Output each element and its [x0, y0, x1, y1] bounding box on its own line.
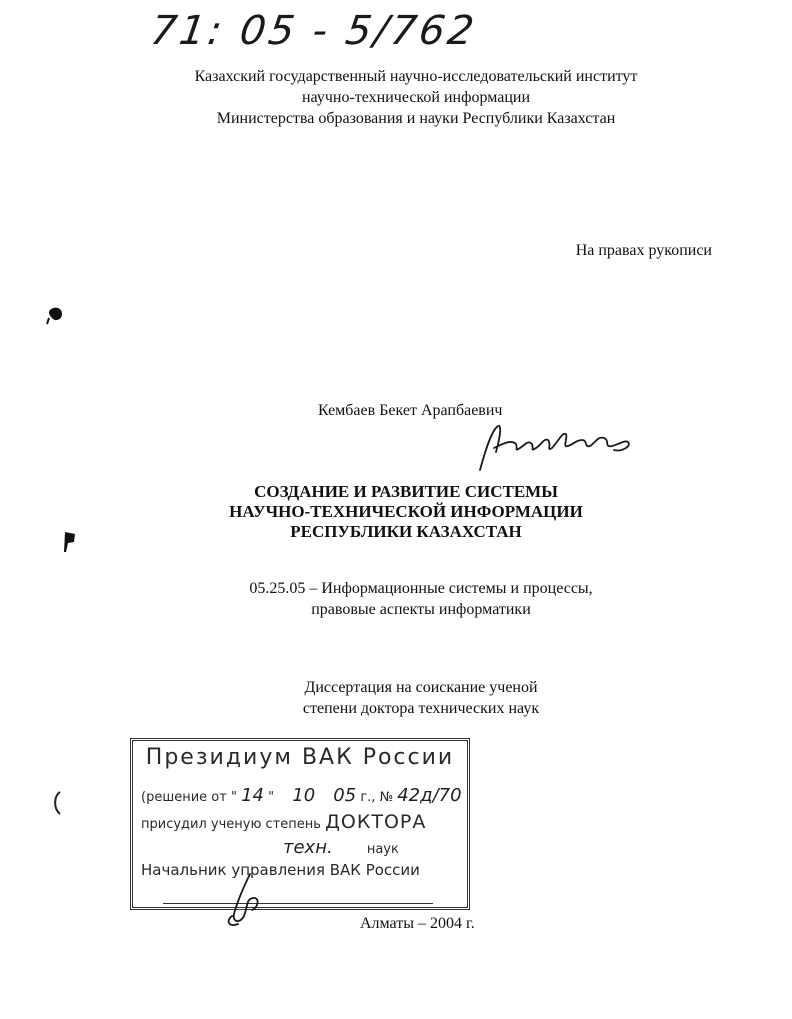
stamp-field: техн.: [283, 837, 333, 858]
stamp-signature-line: [163, 889, 433, 904]
institute-line-1: Казахский государственный научно-исследовательский институт: [194, 68, 638, 85]
stamp-number: 42д/70: [397, 785, 462, 806]
institute-header: [0, 66, 792, 129]
punch-hole-mark: [62, 530, 78, 559]
dissertation-degree-note: [0, 677, 792, 719]
stamp-field-line: [283, 837, 399, 858]
dissertation-title: [0, 482, 792, 542]
stamp-decision-line: [141, 785, 462, 806]
stamp-degree: ДОКТОРА: [325, 811, 427, 833]
title-line-2: НАУЧНО-ТЕХНИЧЕСКОЙ ИНФОРМАЦИИ: [229, 502, 583, 521]
stamp-title: Президиум ВАК России: [145, 745, 455, 770]
stamp-chief: Начальник управления ВАК России: [141, 861, 420, 879]
title-line-3: РЕСПУБЛИКИ КАЗАХСТАН: [290, 522, 522, 541]
stamp-awarded-text: присудил ученую степень: [141, 817, 321, 832]
stamp-quote: ": [268, 790, 275, 805]
specialty-line-1: 05.25.05 – Информационные системы и процессы,: [249, 580, 593, 597]
punch-hole-mark: [50, 790, 64, 821]
dissertation-line-2: степени доктора технических наук: [302, 700, 540, 717]
institute-line-2: научно-технической информации: [301, 89, 531, 106]
stamp-awarded-line: [141, 811, 426, 833]
city-year: Алматы – 2004 г.: [360, 915, 475, 932]
stamp-day: 14: [241, 785, 264, 806]
stamp-number-prefix: г., №: [360, 790, 394, 805]
author-signature: [472, 418, 642, 473]
stamp-decision-prefix: (решение от ": [141, 790, 237, 805]
archive-code-handwritten: 71: 05 - 5/762: [147, 8, 480, 54]
stamp-signature-blank: [163, 889, 433, 904]
punch-hole-mark: [46, 304, 66, 331]
vak-approval-stamp: [130, 738, 470, 910]
dissertation-line-1: Диссертация на соискание ученой: [304, 679, 538, 696]
manuscript-rights-note: На правах рукописи: [575, 242, 712, 259]
stamp-year: 05: [333, 785, 357, 806]
specialty-line-2: правовые аспекты информатики: [311, 601, 531, 618]
stamp-sciences-label: наук: [366, 842, 399, 857]
author-name: Кембаев Бекет Арапбаевич: [318, 402, 503, 419]
stamp-month: 10: [292, 785, 316, 806]
specialty-code: [0, 578, 792, 620]
institute-line-3: Министерства образования и науки Республики Казахстан: [216, 110, 616, 127]
stamp-signature: [220, 870, 280, 930]
title-line-1: СОЗДАНИЕ И РАЗВИТИЕ СИСТЕМЫ: [254, 482, 558, 501]
